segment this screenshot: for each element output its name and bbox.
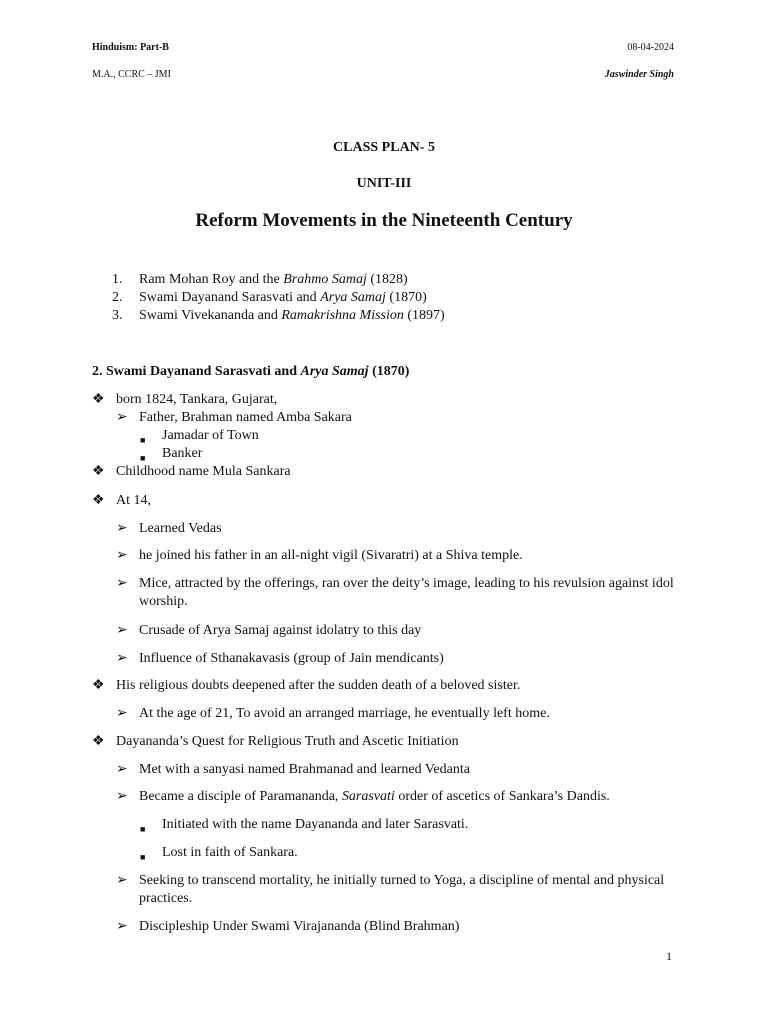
diamond-bullet-icon: ❖ (92, 678, 105, 693)
square-bullet-icon: ■ (140, 453, 146, 463)
unit-title: UNIT-III (356, 176, 412, 191)
arrow-bullet-icon: ➢ (116, 706, 128, 721)
square-bullet-icon: ■ (140, 824, 146, 834)
arrow-bullet-icon: ➢ (116, 576, 128, 591)
arrow-bullet-icon: ➢ (116, 919, 128, 934)
arrow-bullet-icon: ➢ (116, 548, 128, 563)
outline-item: 2. Swami Dayanand Sarasvati and Arya Samaj (1870) (112, 290, 427, 305)
arrow-bullet-icon: ➢ (116, 873, 128, 888)
document-date: 08-04-2024 (627, 42, 674, 53)
course-title: Hinduism: Part-B (92, 42, 169, 53)
arrow-bullet-icon: ➢ (116, 762, 128, 777)
author-name: Jaswinder Singh (604, 69, 674, 80)
page-number: 1 (666, 949, 672, 963)
square-bullet-icon: ■ (140, 852, 146, 862)
diamond-bullet-icon: ❖ (92, 392, 105, 407)
arrow-bullet-icon: ➢ (116, 623, 128, 638)
arrow-bullet-icon: ➢ (116, 410, 128, 425)
diamond-bullet-icon: ❖ (92, 734, 105, 749)
outline-item: 3. Swami Vivekananda and Ramakrishna Mission (1897) (112, 308, 445, 323)
diamond-bullet-icon: ❖ (92, 493, 105, 508)
outline-item: 1. Ram Mohan Roy and the Brahmo Samaj (1828) (112, 272, 408, 287)
program-label: M.A., CCRC – JMI (92, 69, 171, 80)
arrow-bullet-icon: ➢ (116, 789, 128, 804)
class-plan-title: CLASS PLAN- 5 (333, 140, 435, 155)
arrow-bullet-icon: ➢ (116, 521, 128, 536)
square-bullet-icon: ■ (140, 435, 146, 445)
diamond-bullet-icon: ❖ (92, 464, 105, 479)
section-heading: 2. Swami Dayanand Sarasvati and Arya Samaj (1870) (92, 364, 410, 379)
arrow-bullet-icon: ➢ (116, 651, 128, 666)
main-title: Reform Movements in the Nineteenth Century (195, 210, 573, 231)
